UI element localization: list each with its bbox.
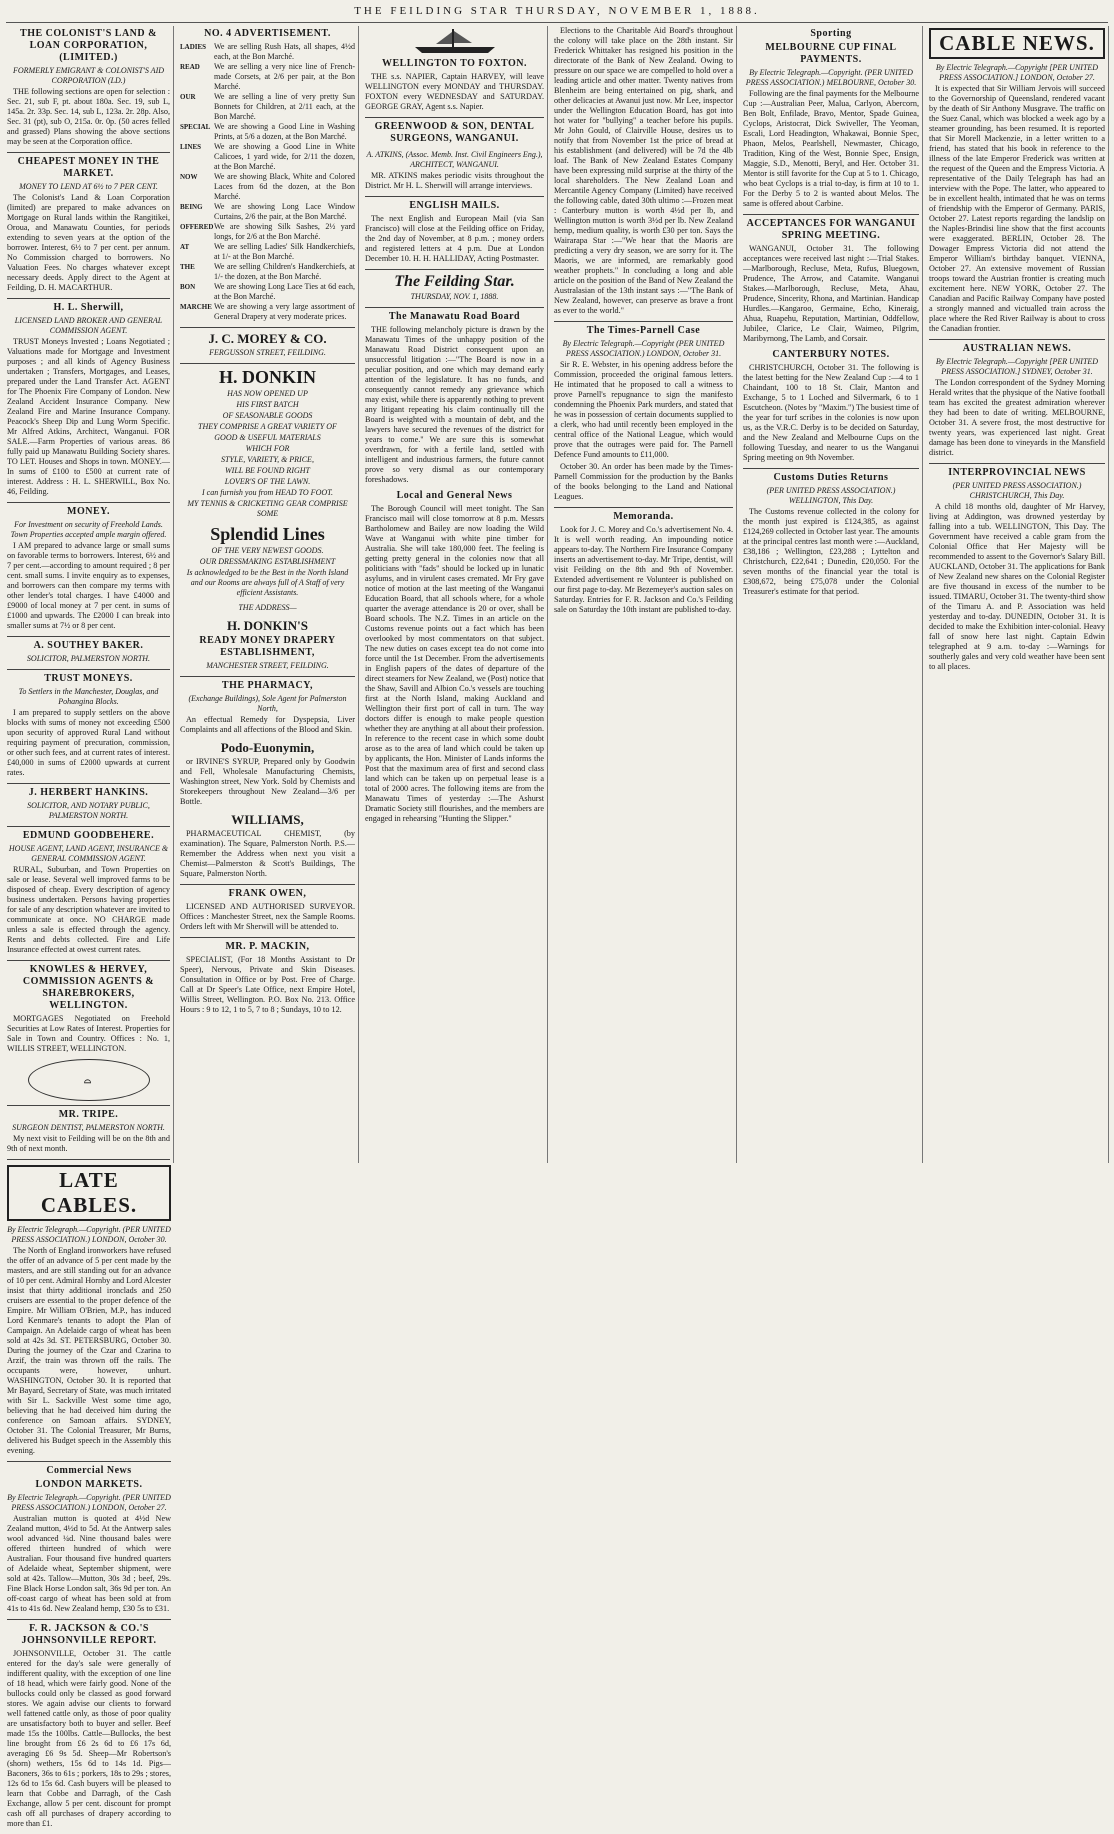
- donkin-lines: [180, 389, 355, 519]
- melbourne-cup-heading: MELBOURNE CUP FINAL PAYMENTS.: [765, 42, 897, 65]
- col1-ad-title: CHEAPEST MONEY IN THE MARKET.: [17, 156, 160, 179]
- wellington-body: THE s.s. NAPIER, Captain HARVEY, will leave WELLINGTON every MONDAY and THURSDAY. FOXTON every WEDNESDAY and SATURDAY. GEORGE GRAY, Agent s.s. Napier.: [365, 72, 544, 111]
- col1-ad: [7, 302, 170, 497]
- interprovincial-body: A child 18 months old, daughter of Mr Harvey, living at Addington, was drowned yesterday by falling into a tub. WELLINGTON, This Day. The Government have received a cable gram from the Colonial Office that Her Majesty will be recommended to assent to the Governor's Salary Bill. AUCKLAND, October 31. The applications for Bank of New Zealand new shares on the Colonial Register are five thousand in excess of the number to be issued. TIMARU, October 31. The twenty-third show of the Timaru A. and P. Association was held yesterday and to-day. DUNEDIN, October 31. It is decided to make the Exhibition inter-colonial. Heavy fall of snow here last night. Captain Edwin telegraphed at 9 a.m. to-day :—Warnings for southerly gales and very cold weather have been sent to all places.: [929, 502, 1105, 671]
- atkins-title: A. ATKINS, (Assoc. Memb. Inst. Civil Engineers Eng.), ARCHITECT, WANGANUI.: [366, 150, 543, 169]
- col1-ad-subtitle: MONEY TO LEND AT 6½ to 7 PER CENT.: [19, 182, 158, 191]
- donkin-lines-2: [180, 546, 355, 598]
- pharmacy-sub: (Exchange Buildings), Sole Agent for Palmerston North,: [188, 694, 347, 713]
- ad-row-text: We are selling a very nice line of French-made Corsets, at 2/6 per pair, at the Bon Marché.: [214, 62, 355, 91]
- col1-ad: [7, 787, 170, 821]
- mails-body: The next English and European Mail (via San Francisco) will close at the Feilding office on Friday, the 2nd day of November, at 8 p.m. ; money orders and registered letters at 4 p.m. Due at London December 10. H. H. HALLIDAY, Acting Postmaster.: [365, 214, 544, 263]
- donkin-line: Is acknowledged to be the Best in the North Island and our Rooms are always full of A Staff of very efficient Assistants.: [186, 568, 349, 597]
- ad-row-word: READ: [180, 63, 200, 71]
- london-markets-heading: LONDON MARKETS.: [35, 1479, 143, 1490]
- ad-row-text: We are showing a Good Line in Washing Prints, at 5/6 a dozen, at the Bon Marché.: [214, 122, 355, 141]
- wanganui-heading: ACCEPTANCES FOR WANGANUI SPRING MEETING.: [746, 218, 916, 241]
- wellington-foxton: [365, 58, 544, 112]
- london-markets-sub: By Electric Telegraph.—Copyright. (PER UNITED PRESS ASSOCIATION.) LONDON, October 27.: [7, 1493, 171, 1512]
- editorial-heading: The Manawatu Road Board: [388, 311, 521, 322]
- col1-ad: [7, 506, 170, 631]
- ad-row-text: We are showing Silk Sashes, 2½ yard longs, for 2/6 at the Bon Marché.: [214, 222, 355, 241]
- column-4: [551, 26, 737, 1163]
- col1-ad-title: A. SOUTHEY BAKER.: [33, 640, 144, 651]
- donkin-line: WILL BE FOUND RIGHT: [225, 466, 310, 475]
- col1-ad-body: TRUST Moneys Invested ; Loans Negotiated ; Valuations made for Mortgage and Investment purposes ; and all kinds of Agency Business undertaken ; Transfers, Mortgages, and Leases, prepared under the Land Transfer Act. AGENT for The Phoenix Fire Company of London. New Zealand Accident Insurance Company. New Zealand Fire and Marine Insurance Company. Peacock's Sheep Dip and Lung Worm Specific. Mr Alfred Atkins, Architect, Wanganui. FOR SALE.—Farm Properties of various areas. 86 fully paid up Manawatu Building Society shares. TO LET. Houses and Shops in town. MONEY.—In sums of £100 to £500 at current rate of interest. Address : H. L. SHERWILL, Box No. 46, Feilding.: [7, 337, 170, 496]
- col1-ad: [7, 964, 170, 1054]
- parnell-body-2: October 30. An order has been made by the Times-Parnell Commission for the production by the Banks of the books belonging to the Land and National Leagues.: [554, 462, 733, 501]
- ad-row-text: We are showing a Good Line in White Calicoes, 1 yard wide, for 2/11 the dozen, at the Bon Marché.: [214, 142, 355, 171]
- local-news-body: The Borough Council will meet tonight. The San Francisco mail will close tomorrow at 8 p.m. Messrs Bartholomew and Bailey are now loading the Wild Wave at Wanganui with white pine timber for Australia. She will take 180,000 feet. The feeling is getting pretty general in the colonies now that all politicians with "fads" should be locked up in lunatic asylums, and in virulent cases cremated. Mr Fry gave notice of motion at the last meeting of the Wanganui Education Board, that all schools where, for a whole quarter the average attendance is 20 or over, shall be Board schools. The N.Z. Times in an article on the Customs revenue points out a fact which has been overlooked by most commentators on that subject. The new duties on cases except tea do not come into force until the 1st December. From the advertisements in English papers of the dates of departure of the direct steamers for New Zealand, we (Post) notice that the Shaw, Savill and Albion Co.'s vessels are touching first at the North Island, making Auckland and Wellington their first port of call in turn. The way doctors differ is enough to make people question whether they are anything at all about their profession. In reference to the recent case in which some doubt arose as to the area of land which could be taken up by applicants, the Hon. Minister of Lands informs the Post that the maximum area of first and second class land which can be taken up on perpetual lease is a total of 2000 acres. The following items are from the Manawatu Times of yesterday :—The Ashurst Dramatic Society still flourishes, and the members are engaged in rehearsing "Hunting the Slipper.": [365, 504, 544, 823]
- col1-ad-title: TRUST MONEYS.: [44, 673, 133, 684]
- column-1: [4, 26, 174, 1163]
- col1-ad-title: H. L. Sherwill,: [53, 302, 124, 313]
- ad-row-word: OUR: [180, 93, 196, 101]
- ship-icon: [410, 27, 500, 55]
- col1-ad-subtitle: LICENSED LAND BROKER AND GENERAL COMMISSION AGENT.: [14, 316, 163, 335]
- ad-row: [180, 242, 355, 262]
- late-cables: [7, 1225, 171, 1456]
- pharmacy-title: THE PHARMACY,: [221, 680, 314, 691]
- owen-body: LICENSED AND AUTHORISED SURVEYOR. Offices : Manchester Street, nex the Sample Rooms. Orders left with Mr Sherwill will be attended to.: [180, 902, 355, 931]
- ad-row: [180, 62, 355, 92]
- ad-row-text: We are showing Black, White and Colored Laces from 6d the dozen, at the Bon Marché.: [214, 172, 355, 201]
- late-cables-body: The North of England ironworkers have refused the offer of an advance of 5 per cent made by the masters, and are still standing out for an advance of 10 per cent. Admiral Hornby and Lord Alcester insist that thirty additional ironclads and 250 cruisers are essential to the proper defence of the Empire. Mr William O'Brien, M.P., has induced Lord Kenmare's tenants to adopt the Plan of Campaign. An Adelaide cargo of wheat has been sold at 42s 3d. ST. PETERSBURG, October 30. During the journey of the Czar and Czarina to Arzif, the train was thrown off the rails. The occupants were, however, unhurt. WASHINGTON, October 30. It is reported that Mr Bayard, Secretary of State, was much irritated with Sir L. Sackville West some time ago, believing that he had deceived him during the conference on Samoan affairs. SYDNEY, October 31. The Colonial Treasurer, Mr Burns, delivered his Budget speech in the Assembly this evening.: [7, 1246, 171, 1455]
- col1-ad-subtitle: SOLICITOR, PALMERSTON NORTH.: [26, 654, 151, 663]
- donkin-line: OF SEASONABLE GOODS: [222, 411, 313, 420]
- memoranda-body: Look for J. C. Morey and Co.'s advertisement No. 4. It is well worth reading. An impounding notice appears to-day. The Northern Fire Insurance Company inserts an advertisement to-day. Mr Tripe, dentist, will visit Feilding on the 8th and 9th of November. Extended advertisement re Volunteer is published on our first page to-day. Mr Bezemeyer's auction sales on Saturday. Entries for F. R. Jackson and Co.'s Feilding sale on Saturday the 10th instant are published to-day.: [554, 525, 733, 614]
- donkin-line: STYLE, VARIETY, & PRICE,: [221, 455, 314, 464]
- donkin2-address: MANCHESTER STREET, FEILDING.: [206, 661, 329, 670]
- ad-row: [180, 122, 355, 142]
- customs-sub: (PER UNITED PRESS ASSOCIATION.) WELLINGTON, This Day.: [766, 486, 896, 505]
- interprovincial-news: [929, 467, 1105, 672]
- melbourne-cup-body: Following are the final payments for the Melbourne Cup :—Australian Peer, Malua, Carlyon, Abercorn, Ben Bolt, Enfilade, Bravo, Mentor, Spade Guinea, Cyclops, Aristocrat, Dick Swiveller, The Yeoman, Escali, Lord Headington, Whakawai, Bonnie Spec, Phaon, Melos, Pearlshell, Newmaster, Chicago, Tradition, King of the West, Bonnie Spec, Ensign, Maggie, S.D., Menotti, Beryl, and Her. October 31. Mentor is still favorite for the Cup at 5 to 1. Chicago, who beat Cyclops is a trial to-day, is firm at 10 to 1. For the Derby 5 to 2 is wanted about Melos. The same is offered about Carbine.: [743, 89, 919, 208]
- ad-row-word: THE: [180, 263, 195, 271]
- williams-body: PHARMACEUTICAL CHEMIST, (by examination). The Square, Palmerston North. P.S.—Remember the Address when next you visit a Chemist—Palmerston & Scott's Buildings, The Square, Palmerston North.: [180, 829, 355, 878]
- local-news-heading: Local and General News: [396, 490, 513, 501]
- customs-returns: [743, 472, 919, 597]
- wanganui-body: WANGANUI, October 31. The following acceptances were received last night :—Trial Stakes.—Marlborough, Recluse, Meta, Rufus, Bluegown, Prudence, The Arrow, and Catamite. Wanganui Stakes.—Marlborough, Recluse, Meta, Ahau, Prudence, Sincerity, Rhona, and Martinian. Handicap Hurdles.—Kangaroo, Germaine, Echo, Kineraig, Ahua, Ruapehu, Reputation, Martinian, Oddfellow, Jubilee, Clarice, Le Clair, Waimeo, Pilgrim, Maribyrnong, The Lamb, and Corsair.: [743, 244, 919, 343]
- col1-ad-body: MORTGAGES Negotiated on Freehold Securities at Low Rates of Interest. Properties for Sale in Town and Country. Offices : No. 1, WILLIS STREET, WELLINGTON.: [7, 1014, 170, 1053]
- donkin-line: OF THE VERY NEWEST GOODS.: [211, 546, 324, 555]
- pharmacy-body: An effectual Remedy for Dyspepsia, Liver Complaints and all affections of the Blood and Skin.: [180, 715, 355, 734]
- col1-ad-title: MR. TRIPE.: [58, 1109, 119, 1120]
- ad-row-word: AT: [180, 243, 190, 251]
- col1-ad-subtitle: FORMERLY EMIGRANT & COLONIST'S AID CORPORATION (LD.): [12, 66, 165, 85]
- col1-ad-body: THE following sections are open for selection : Sec. 21, sub F, pt. about 180a. Sec. 19, sub L, 145a. 2r. 33p. Sec. 14, sub L, 123a. 2r. 28p. Also, Sec. 31 (pt), sub O, 215a. 0r. 0p. (50 acres felled and grassed) Plans showing the above sections may be seen at the Corporation office.: [7, 87, 170, 146]
- col1-ad-title: THE COLONIST'S LAND & LOAN CORPORATION, (LIMITED.): [20, 28, 157, 63]
- parnell-body: Sir R. E. Webster, in his opening address before the Commission, proceeded the original famous letters. He intimated that he proposed to call a witness to prove Parnell's repugnance to sign the manifesto condemning the Phoenix Park murders, and stated that he was in possession of certain documents supplied to a clerk, who had until recently been employed in the central office of the National League, which would prove that the outrages were paid for. The Parnell Defence Fund amounts to £11,000.: [554, 360, 733, 459]
- star-date: THURSDAY, NOV. 1, 1888.: [410, 292, 499, 301]
- mackin-title: MR. P. MACKIN,: [225, 941, 310, 952]
- column-3: [362, 26, 548, 1163]
- donkin2-sub: READY MONEY DRAPERY ESTABLISHMENT,: [199, 635, 336, 658]
- donkin-line: WHICH FOR: [245, 444, 290, 453]
- ad-row: [180, 202, 355, 222]
- donkin-name: H. DONKIN: [218, 367, 316, 387]
- dentures-illustration-icon: ⌓: [28, 1059, 150, 1101]
- commercial-news: [7, 1465, 171, 1614]
- ad-row: [180, 262, 355, 282]
- australian-news-heading: AUSTRALIAN NEWS.: [962, 343, 1072, 354]
- editorial: [365, 311, 544, 485]
- parnell-heading: The Times-Parnell Case: [586, 325, 701, 336]
- col1-ad-body: RURAL, Suburban, and Town Properties on sale or lease. Several well improved farms to be disposed of cheap. Every description of agency business undertaken. Persons having properties for sale of any description whatever are invited to communicate at once. NO CHARGE made unless a sale is effected through the agency. Rents and debts collected. Fire and Life Insurance effected at owest current rates.: [7, 865, 170, 954]
- ad-row-text: We are selling Rush Hats, all shapes, 4½d each, at the Bon Marché.: [214, 42, 355, 61]
- ad-row-text: We are selling a line of very pretty Sun Bonnets for Children, at 2/11 each, at the Bon Marché.: [214, 92, 355, 121]
- atkins-ad: [365, 150, 544, 191]
- owen-title: FRANK OWEN,: [228, 888, 307, 899]
- ad-row-word: OFFERED: [180, 223, 214, 231]
- col1-ad-subtitle: SOLICITOR, AND NOTARY PUBLIC, PALMERSTON NORTH.: [27, 801, 150, 820]
- ad-row: [180, 172, 355, 202]
- column-7: [4, 1163, 174, 1834]
- col1-ad: [7, 640, 170, 664]
- parnell-sub: By Electric Telegraph.—Copyright (PER UNITED PRESS ASSOCIATION.) LONDON, October 31.: [562, 339, 725, 358]
- interprovincial-heading: INTERPROVINCIAL NEWS: [948, 467, 1086, 478]
- col1-ad: [7, 1109, 170, 1154]
- column-2: [177, 26, 359, 1163]
- jackson-body: JOHNSONVILLE, October 31. The cattle entered for the day's sale were generally of indifferent quality, with the exception of one line of 18 head, which were fairly good. None of the bullocks could only be classed as good forward stores. We again advise our clients to forward well fattened cattle only, as those of poor quality are unsatisfactory both to buyer and seller. Beef made 15s the 100lbs. Cattle—Bullocks, the best line brought from £6 2s 6d to £6 17s 6d, averaging £6 9s 5d. Sheep—Mr Robertson's (shorn) wethers, 15s 6d to 14s 1d. Pigs—Baconers, 36s to 61s ; porkers, 18s to 29s ; stores, 12s 6d to 15s 6d. Cash buyers will be pleased to learn that Cobbe and Darragh, of the Cash Exchange, allow 5 per cent. discount for prompt cash off all purchases of drapery according to more than £1.: [7, 1649, 171, 1828]
- donkin-line: GOOD & USEFUL MATERIALS: [214, 433, 321, 442]
- cable-news-body: It is expected that Sir William Jervois will succeed to the Governorship of Queensland, rendered vacant by the death of Sir Anthony Musgrave. The traffic on the Suez Canal, which was blocked a week ago by a steamer grounding, has been resumed. It is reported that Sir Morell Mackenzie, in a letter written to a friend, has stated that his book in reference to the illness of the late Emperor Frederick was written at the request of the Queen and the Empress Victoria. A representative of the Daily Telegraph has had an interview with the Pope. The latter, who appeared to be in excellent health, intimated that he was on terms of friendship with the Emperor of Germany. PARIS, October 27. Latest reports regarding the landslip on the Naples-Brindisi line show that the first accounts were exaggerated. BERLIN, October 28. The Dowager Empress Victoria did not attend the Emperor William's birthday banquet. VIENNA, October 27. An extensive movement of Russian troops toward the Austrian frontier is creating much excitement here. NEW YORK, October 27. The Canadian and Pacific Railway Company have posted a strongly manned and victualled train across the place where the Red River Railway is about to cross the Canadian frontier.: [929, 84, 1105, 333]
- customs-heading: Customs Duties Returns: [773, 472, 889, 483]
- ad-row-text: We are showing Long Lace Window Curtains, 2/6 the pair, at the Bon Marché.: [214, 202, 355, 221]
- australian-news-sub: By Electric Telegraph.—Copyright [PER UNITED PRESS ASSOCIATION.] SYDNEY, October 31.: [935, 357, 1099, 376]
- late-cables-sub: By Electric Telegraph.—Copyright. (PER UNITED PRESS ASSOCIATION.) LONDON, October 30.: [7, 1225, 171, 1244]
- ad-row: [180, 142, 355, 172]
- ad-row-text: We are selling Ladies' Silk Handkerchiefs, at 1/- at the Bon Marché.: [214, 242, 355, 261]
- ad-row-word: BON: [180, 283, 196, 291]
- newspaper-page: [4, 26, 1110, 1828]
- col1-ad: [7, 156, 170, 293]
- col1-ad-body: The Colonist's Land & Loan Corporation (limited) are prepared to make advances on Mortgage on Rural lands within the Rangitikei, Oroua, and Manawatu Counties, for periods extending to seven years at the option of the borrower. Interest, 6½ to 7 per cent. per annum. No Commission charged to borrowers. No Valuation Fees. No charges whatever except necessary deeds. Apply direct to the Agent at Feilding, D. H. MACARTHUR.: [7, 193, 170, 292]
- ad-title: NO. 4 ADVERTISEMENT.: [204, 28, 331, 39]
- interprovincial-sub: (PER UNITED PRESS ASSOCIATION.) CHRISTCHURCH, This Day.: [952, 481, 1082, 500]
- ad-row-word: NOW: [180, 173, 198, 181]
- cable-news-sub: By Electric Telegraph.—Copyright [PER UNITED PRESS ASSOCIATION.] LONDON, October 27.: [935, 63, 1099, 82]
- mails-title: ENGLISH MAILS.: [409, 200, 500, 211]
- melbourne-cup-sub: By Electric Telegraph.—Copyright. (PER UNITED PRESS ASSOCIATION.) MELBOURNE, October 30.: [745, 68, 917, 87]
- donkin-line: THEY COMPRISE A GREAT VARIETY OF: [198, 422, 337, 431]
- morey-address: FERGUSSON STREET, FEILDING.: [209, 348, 326, 357]
- ad-row-word: LINES: [180, 143, 202, 151]
- donkin-line: HAS NOW OPENED UP: [227, 389, 308, 398]
- canterbury-body: CHRISTCHURCH, October 31. The following is the latest betting for the New Zealand Cup :—4 to 1 Chaindant, 100 to 18 St. Clair, Manton and Exchange, 5 to 1 Loched and Silvermark, 6 to 1 Escutcheon. (Notes by "Maxim.") The busiest time of the year for turf scribes in the colonies is now upon us, as the V.R.C. Derby is to be decided on Saturday, and the New Zealand and Melbourne Cups on the following Tuesday, and nearer to us the Wanganui Spring meeting on 9th November.: [743, 363, 919, 462]
- news-paragraphs: Elections to the Charitable Aid Board's throughout the colony will take place on the 28th instant. Sir Frederick Whittaker has resigned his position in the directorate of the Bank of New Zealand. Owing to pressure on our space we are compelled to hold over a leading article and other matter. Twenty natives from Blenheim are being entertained on pig, shark, and other delicacies at Awanui just now. Mr Lee, inspector under the Wellington Education Board, has got into hot water for "bullying" a teacher before his pupils. Mr John Gould, of Clairville House, desires us to notify that from November 1st the price of bread at his establishment (and delivered) will be 7d the 4lb loaf. The Bank of New Zealand Estates Company have been expressing mild surprise at the thirty of the local shareholders. The New Zealand Loan and Mercantile Agency Company (Limited) have received the following cable, dated 30th ultimo :—Frozen meat : Canterbury mutton is worth 4½d per lb, and Wellington mutton is worth 3½d per lb. New Zealand hemp, medium quality, is worth £30 per ton. Says the Wairarapa Star :—"We hear that the Maoris are predicting a very dry season, we are sorry for it. The Maoris, we are informed, are remarkably good weather prophets." In concluding a long and able article on the position of the Band of New Zealand the Australasian of the 13th instant says :—"The Bank of New Zealand, however, can preserve as brave a front as ever to the world.": [554, 26, 733, 315]
- london-markets-body: Australian mutton is quoted at 4½d New Zealand mutton, 4½d to 5d. At the Antwerp sales wool advanced ¼d. Nine thousand bales were offered thirteen hundred of which were Australian. Four thousand five hundred quarters of Adelaide wheat, September shipment, were sold at 42s. Tallow—Mutton, 30s 3d ; beef, 29s. Fine Black Horse London salt, 36s 9d per ton. An off-coast cargo of wheat has been sold at from 41s to 41s 6d. New Zealand hemp, £30 5s to £31.: [7, 1514, 171, 1613]
- ad-row-text: We are selling Children's Handkerchiefs, at 1/- the dozen, at the Bon Marché.: [214, 262, 355, 281]
- jackson-heading: F. R. JACKSON & CO.'S JOHNSONVILLE REPORT.: [21, 1623, 157, 1646]
- donkin-line: LOVER'S OF THE LAWN.: [224, 477, 311, 486]
- owen-ad: [180, 888, 355, 932]
- ad-row: [180, 92, 355, 122]
- ad-row: [180, 42, 355, 62]
- col1-ad-body: My next visit to Feilding will be on the 8th and 9th of next month.: [7, 1134, 170, 1153]
- english-mails: [365, 200, 544, 264]
- ad-row-word: BEING: [180, 203, 203, 211]
- feilding-star-title: The Feilding Star.: [394, 273, 515, 290]
- ad-row-text: We are showing a very large assortment of General Drapery at very moderate prices.: [214, 302, 355, 321]
- wellington-title: WELLINGTON TO FOXTON.: [381, 58, 528, 69]
- ad-row-word: SPECIAL: [180, 123, 211, 131]
- canterbury-notes: [743, 349, 919, 463]
- late-cables-heading: LATE CABLES.: [7, 1165, 171, 1221]
- splendid-lines: Splendid Lines: [210, 524, 325, 544]
- ad-row: [180, 282, 355, 302]
- ad-row-text: We are showing Long Lace Ties at 6d each, at the Bon Marché.: [214, 282, 355, 301]
- editorial-body: THE following melancholy picture is drawn by the Manawatu Times of the unhappy position of the Manawatu Road District consequent upon an unsuccessful litigation :—"The Board is now in a peculiar position, and one which may demand early attention of the legislature. It has no funds, and consequently cannot remedy any grievance which may exist, while there is apparently nothing to prevent any litigant repeating his claim continually till the Board is weighted with a mountain of debt, and the lawyers have secured the revenues of the district for years to come." We are sure this is somewhat overdrawn, for with a fertile land, settled with intelligent and industrious farmers, the future cannot prove so very dismal as our contemporary foreshadows.: [365, 325, 544, 484]
- col1-ad-subtitle: SURGEON DENTIST, PALMERSTON NORTH.: [12, 1123, 165, 1132]
- col1-ad-title: J. HERBERT HANKINS.: [28, 787, 149, 798]
- col1-ad-title: EDMUND GOODBEHERE.: [22, 830, 155, 841]
- greenwood-ad: GREENWOOD & SON, DENTAL SURGEONS, WANGANUI.: [374, 121, 535, 144]
- donkin-line: HIS FIRST BATCH: [236, 400, 299, 409]
- cable-news: [929, 63, 1105, 334]
- australian-news-body: The London correspondent of the Sydney Morning Herald writes that the physique of the Native football team has excited the greatest admiration wherever they had been to date of writing. MELBOURNE, October 31. A severe frost, the most destructive for twenty years, was experienced last night. Great damage has been done to vineyards in the Mansfield district.: [929, 378, 1105, 457]
- ad-row-word: MARCHE: [180, 303, 212, 311]
- donkin2-name: H. DONKIN'S: [227, 618, 308, 633]
- column-6: [926, 26, 1109, 1163]
- mackin-body: SPECIALIST, (For 18 Months Assistant to Dr Speer), Nervous, Private and Skin Diseases. Consultation in Office or by Post. Free of Charge. Call at Dr Speer's Late Office, next Empire Hotel, Willis Street, Wellington. P.O. Box No. 213. Office Hours : 9 to 12, 1 to 5, 7 to 8 ; Sundays, 10 to 12.: [180, 955, 355, 1014]
- col1-ad: [7, 673, 170, 778]
- cable-news-heading: CABLE NEWS.: [929, 28, 1105, 59]
- mackin-ad: [180, 941, 355, 1015]
- col1-ad-title: KNOWLES & HERVEY, COMMISSION AGENTS & SHAREBROKERS, WELLINGTON.: [22, 964, 155, 1011]
- times-parnell: [554, 325, 733, 502]
- morey-name: J. C. MOREY & CO.: [208, 331, 327, 346]
- customs-body: The Customs revenue collected in the colony for the month just expired is £124,385, as against £124,269 collected in October last year. The amounts at the principal centres last month were :—Auckland, £38,186 ; Wellington, £23,288 ; Lyttelton and Christchurch, £22,641 ; Dunedin, £20,050. For the seven months of the financial year the total is £308,672, being £75,078 under the Colonial Treasurer's estimate for that period.: [743, 507, 919, 596]
- jackson-report: [7, 1623, 171, 1829]
- wanganui-acceptances: [743, 218, 919, 344]
- sporting-heading: Sporting: [810, 28, 852, 39]
- memoranda: [554, 511, 733, 615]
- donkin-line: MY TENNIS & CRICKETING GEAR COMPRISE SOME: [187, 499, 348, 518]
- local-news: [365, 490, 544, 824]
- col1-ad-body: I AM prepared to advance large or small sums on favorable terms to borrowers. Interest, 6½ and 7 per cent.—according to amount required ; 8 per cent. small sums. I invite enquiry as to expenses, and borrowers can then compare my terms with other lender's total charges. I have £4000 and £9000 of local money at 7 per cent. in sums of £1000 and upwards. The £2000 I can break into smaller sums at 7½ or 8 per cent.: [7, 541, 170, 630]
- podo-body: or IRVINE'S SYRUP, Prepared only by Goodwin and Fell, Wholesale Manufacturing Chemists, Washington street, New York. Sold by Chemists and Storekeepers throughout New Zealand—3/6 per Bottle.: [180, 757, 355, 806]
- sporting: [743, 28, 919, 209]
- ad-rows: [180, 42, 355, 322]
- ad-row: [180, 222, 355, 242]
- ad-row: [180, 302, 355, 322]
- memoranda-heading: Memoranda.: [613, 511, 674, 522]
- running-header: THE FEILDING STAR THURSDAY, NOVEMBER 1, 1888.: [6, 0, 1108, 23]
- atkins-body: MR. ATKINS makes periodic visits throughout the District. Mr H. L. Sherwill will arrange interviews.: [365, 171, 544, 190]
- col1-ad-body: I am prepared to supply settlers on the above blocks with sums of money not exceeding £500 upon security of approved Rural Land without requiring payment of precuration, commission, or other such fees, and at current rates of interest. £40,000 in sums of £2000 upwards at current rates.: [7, 708, 170, 777]
- canterbury-heading: CANTERBURY NOTES.: [772, 349, 890, 360]
- australian-news: [929, 343, 1105, 458]
- address-note: THE ADDRESS—: [238, 603, 297, 612]
- pharmacy-ad: [180, 680, 355, 735]
- commercial-heading: Commercial News: [46, 1465, 132, 1476]
- col1-ad: [7, 830, 170, 955]
- podo-name: Podo-Euonymin,: [220, 740, 315, 755]
- col1-ad-subtitle: For Investment on security of Freehold Lands. Town Properties accepted ample margin offered.: [10, 520, 167, 539]
- advertisement-no4: [180, 28, 355, 322]
- col1-ad-title: MONEY.: [67, 506, 110, 517]
- column-5: [740, 26, 923, 1163]
- williams-name: WILLIAMS,: [231, 812, 304, 827]
- col1-ad-subtitle: To Settlers in the Manchester, Douglas, and Pohangina Blocks.: [18, 687, 159, 706]
- ad-row-word: LADIES: [180, 43, 207, 51]
- col1-ad: [7, 28, 170, 147]
- donkin-line: I can furnish you from HEAD TO FOOT.: [202, 488, 333, 497]
- donkin-line: OUR DRESSMAKING ESTABLISHMENT: [199, 557, 336, 566]
- ship-illustration: [365, 26, 544, 56]
- col1-ad-subtitle: HOUSE AGENT, LAND AGENT, INSURANCE & GENERAL COMMISSION AGENT.: [8, 844, 169, 863]
